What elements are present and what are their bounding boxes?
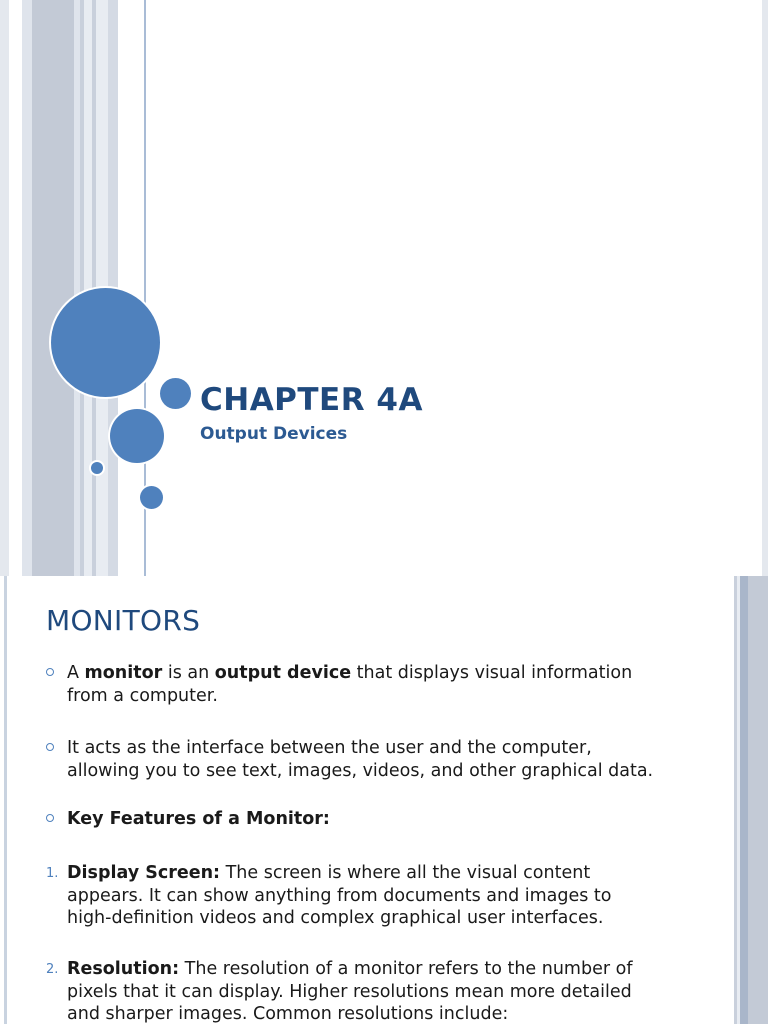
bold-text-run: Key Features of a Monitor: [67,809,330,829]
text-run: It acts as the interface between the user and the computer, allowing you to see text, images, videos, and other graphical data. [67,738,654,781]
decor-stripe [84,0,92,576]
decor-stripe [748,576,768,1024]
text-run: A [67,663,85,683]
bullet-item [46,737,656,782]
decor-circle-small [140,486,163,509]
numbered-item [46,958,656,1024]
slide-title: MONITORS [46,604,201,637]
bold-text-run: monitor [84,663,163,683]
slide-subtitle: Output Devices [200,424,348,444]
decor-circle-medium [110,409,164,463]
text-run: The resolution of a monitor refers to the number of pixels that it can display. Higher resolutions mean more detailed and sharper images. Common resolutions include: [67,959,633,1024]
bold-text-run: Display Screen: [67,863,221,883]
decor-stripe [740,576,748,1024]
content-slide [0,576,768,1024]
slide-edge-right [762,0,768,576]
slide-edge-left [4,576,7,1024]
bullet-item [46,662,656,707]
decor-circle-tiny [91,462,103,474]
bullet-item [46,808,656,831]
bold-text-run: Resolution: [67,959,180,979]
numbered-item [46,862,656,930]
bullet-circle-icon [46,668,54,676]
bullet-circle-icon [46,814,54,822]
list-number: 1. [46,866,59,881]
text-run: The screen is where all the visual content appears. It can show anything from documents and images to high-definition videos and complex graphical user interfaces. [67,863,612,928]
bold-text-run: output device [214,663,352,683]
decor-stripe [22,0,32,576]
bullet-circle-icon [46,743,54,751]
decor-stripe [32,0,74,576]
text-run: that displays visual information from a computer. [67,663,633,706]
decor-circle-small [160,378,191,409]
text-run: is an [162,663,215,683]
decor-circle-large [51,288,160,397]
title-block [200,378,423,444]
slide-title: CHAPTER 4A [200,382,423,418]
slide-edge-left [0,0,9,576]
list-number: 2. [46,962,59,977]
